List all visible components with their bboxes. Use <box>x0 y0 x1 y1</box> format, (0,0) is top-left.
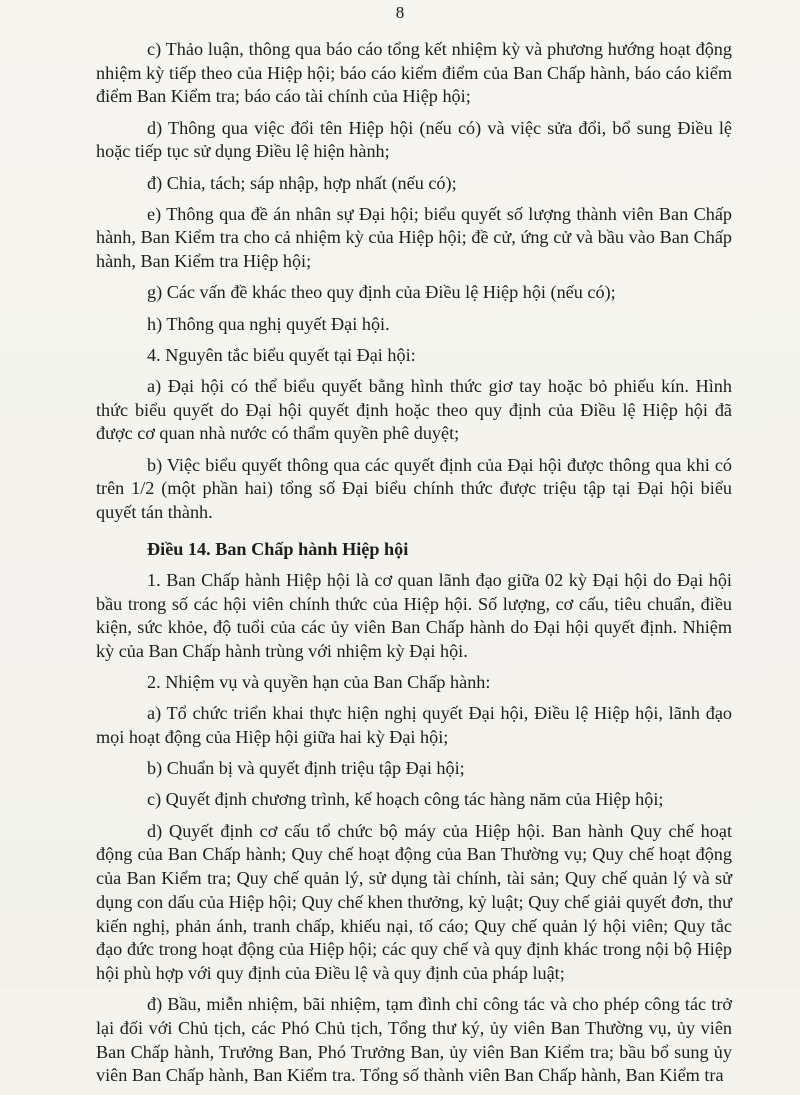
paragraph-3dd: đ) Chia, tách; sáp nhập, hợp nhất (nếu có); <box>147 172 457 193</box>
paragraph-3e: e) Thông qua đề án nhân sự Đại hội; biểu quyết số lượng thành viên Ban Chấp hành, Ban Kiểm tra cho cả nhiệm kỳ của Hiệp hội; đề cử, ứng cử và bầu vào Ban Chấp hành, Ban Kiểm tra Hiệp hội; <box>96 203 732 272</box>
paragraph-14-2c: c) Quyết định chương trình, kế hoạch công tác hàng năm của Hiệp hội; <box>147 789 664 810</box>
paragraph-3d: d) Thông qua việc đổi tên Hiệp hội (nếu có) và việc sửa đổi, bổ sung Điều lệ hoặc tiếp tục sử dụng Điều lệ hiện hành; <box>96 117 732 162</box>
paragraph-3c: c) Thảo luận, thông qua báo cáo tổng kết nhiệm kỳ và phương hướng hoạt động nhiệm kỳ tiếp theo của Hiệp hội; báo cáo kiểm điểm của Ban Chấp hành, báo cáo kiểm điểm Ban Kiểm tra; báo cáo tài chính của Hiệp hội; <box>96 39 732 107</box>
paragraph-14-2: 2. Nhiệm vụ và quyền hạn của Ban Chấp hành: <box>147 672 491 693</box>
paragraph-14-2a: a) Tổ chức triển khai thực hiện nghị quyết Đại hội, Điều lệ Hiệp hội, lãnh đạo mọi hoạt động của Hiệp hội giữa hai kỳ Đại hội; <box>96 703 732 748</box>
paragraph-4b: b) Việc biểu quyết thông qua các quyết định của Đại hội được thông qua khi có trên 1/2 (một phần hai) tổng số Đại biểu chính thức được triệu tập tại Đại hội biểu quyết tán thành. <box>96 454 732 522</box>
paragraph-4a: a) Đại hội có thể biểu quyết bằng hình thức giơ tay hoặc bỏ phiếu kín. Hình thức biểu quyết do Đại hội quyết định hoặc theo quy định của Điều lệ Hiệp hội đã được cơ quan nhà nước có thẩm quyền phê duyệt; <box>96 375 732 444</box>
paragraph-14-2dd: đ) Bầu, miễn nhiệm, bãi nhiệm, tạm đình chỉ công tác và cho phép công tác trở lại đối với Chủ tịch, các Phó Chủ tịch, Tổng thư ký, ủy viên Ban Thường vụ, ủy viên Ban Chấp hành, Trưởng Ban, Phó Trưởng Ban, ủy viên Ban Kiểm tra; bầu bổ sung ủy viên Ban Chấp hành, Ban Kiểm tra. Tổng số thành viên Ban Chấp hành, Ban Kiểm tra <box>96 994 732 1086</box>
paragraph-3h: h) Thông qua nghị quyết Đại hội. <box>147 313 390 334</box>
paragraph-14-1: 1. Ban Chấp hành Hiệp hội là cơ quan lãnh đạo giữa 02 kỳ Đại hội do Đại hội bầu trong số các hội viên chính thức của Hiệp hội. Số lượng, cơ cấu, tiêu chuẩn, điều kiện, sức khỏe, độ tuổi của các ủy viên Ban Chấp hành do Đại hội quyết định. Nhiệm kỳ của Ban Chấp hành trùng với nhiệm kỳ Đại hội. <box>96 569 732 661</box>
document-body <box>96 38 732 1095</box>
article-14-heading: Điều 14. Ban Chấp hành Hiệp hội <box>147 538 409 559</box>
paragraph-3g: g) Các vấn đề khác theo quy định của Điều lệ Hiệp hội (nếu có); <box>147 282 616 303</box>
paragraph-14-2d: d) Quyết định cơ cấu tổ chức bộ máy của Hiệp hội. Ban hành Quy chế hoạt động của Ban Chấp hành; Quy chế hoạt động của Ban Thường vụ; Quy chế hoạt động của Ban Kiểm tra; Quy chế quản lý, sử dụng tài chính, tài sản; Quy chế quản lý và sử dụng con dấu của Hiệp hội; Quy chế khen thưởng, kỷ luật; Quy chế giải quyết đơn, thư kiến nghị, phản ánh, tranh chấp, khiếu nại, tố cáo; Quy chế quản lý hội viên; Quy tắc đạo đức trong hoạt động của Hiệp hội; các quy chế và quy định khác trong nội bộ Hiệp hội phù hợp với quy định của Điều lệ và quy định của pháp luật; <box>96 820 732 983</box>
page-number: 8 <box>395 3 405 22</box>
paragraph-14-2b: b) Chuẩn bị và quyết định triệu tập Đại hội; <box>147 758 465 779</box>
paragraph-4: 4. Nguyên tắc biểu quyết tại Đại hội: <box>147 344 416 365</box>
